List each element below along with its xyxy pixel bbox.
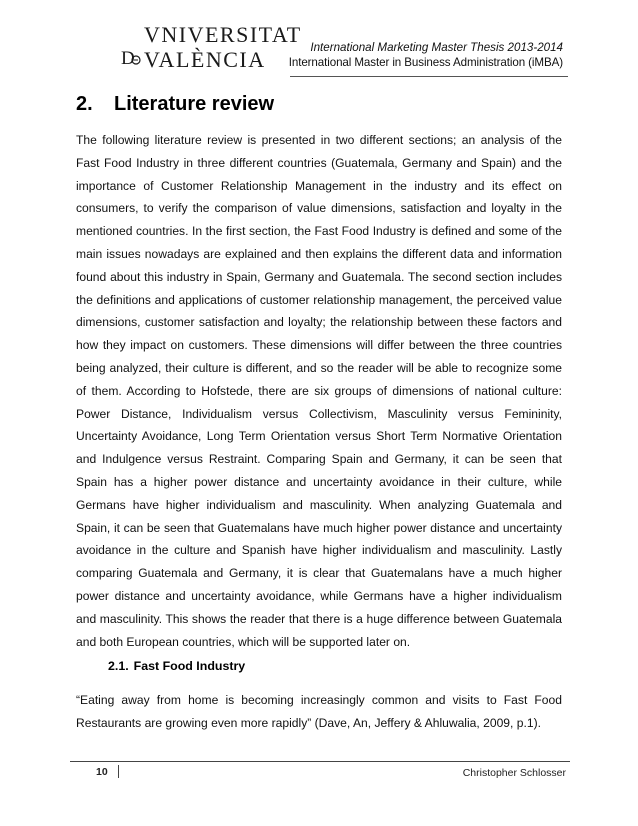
footer-divider [70, 761, 570, 762]
logo-text-line2: VALÈNCIA [144, 47, 266, 72]
subsection-title: Fast Food Industry [133, 659, 246, 673]
section-number: 2. [76, 93, 93, 115]
program-name: International Master in Business Administration (iMBA) [288, 56, 563, 69]
logo-text-line1: VNIVERSITAT [144, 22, 302, 47]
quote-paragraph: “Eating away from home is becoming increasingly common and visits to Fast Food Restaurants are growing even more rapidly” (Dave, An, Jeffery & Ahluwalia, 2009, p.1). [76, 693, 562, 730]
section-heading [76, 93, 274, 116]
subsection-number: 2.1. [108, 659, 129, 673]
body-paragraph: The following literature review is presented in two different sections; an analysis of the Fast Food Industry in three different countries (Guatemala, Germany and Spain) and the importance of Customer Relationship Management in the industry and its effect on consumers, to verify the comparison of value dimensions, satisfaction and loyalty in the mentioned countries. In the first section, the Fast Food Industry is defined and some of the main issues nowadays are explained and then explains the different data and information found about this industry in Spain, Germany and Guatemala. The second section includes the definitions and applications of customer relationship management, the perceived value dimensions, customer satisfaction and loyalty; the relationship between these factors and how they impact on customers. These dimensions will differ between the three countries being analyzed, their culture is different, and so the reader will be able to recognize some of them. According to Hofstede, there are six groups of dimensions of national culture: Power Distance, Individualism versus Collectivism, Masculinity versus Femininity, Uncertainty Avoidance, Long Term Orientation versus Short Term Normative Orientation and Indulgence versus Restraint. Comparing Spain and Germany, it can be seen that Spain has a higher power distance and uncertainty avoidance in their culture, while Germans have higher individualism and masculinity. When analyzing Guatemala and Spain, it can be seen that Guatemalans have much higher power distance and uncertainty avoidance in the culture and Spanish have higher individualism and masculinity. Lastly comparing Guatemala and Germany, it is clear that Guatemalans have a much higher power distance and uncertainty avoidance, while Germans have a higher individualism and masculinity. This shows the reader that there is a huge difference between Guatemala and both European countries, which will be supported later on. [76, 133, 562, 649]
section-title: Literature review [114, 93, 275, 115]
svg-text:D: D [121, 48, 135, 68]
university-crest-icon [120, 48, 142, 68]
subsection-heading [108, 659, 245, 673]
header-divider [290, 76, 568, 77]
thesis-title: International Marketing Master Thesis 2013-2014 [310, 41, 563, 54]
page-number: 10 [96, 766, 108, 778]
university-logo [120, 20, 302, 74]
footer-separator [118, 765, 119, 778]
footer-author: Christopher Schlosser [462, 767, 566, 779]
running-header [289, 40, 563, 70]
